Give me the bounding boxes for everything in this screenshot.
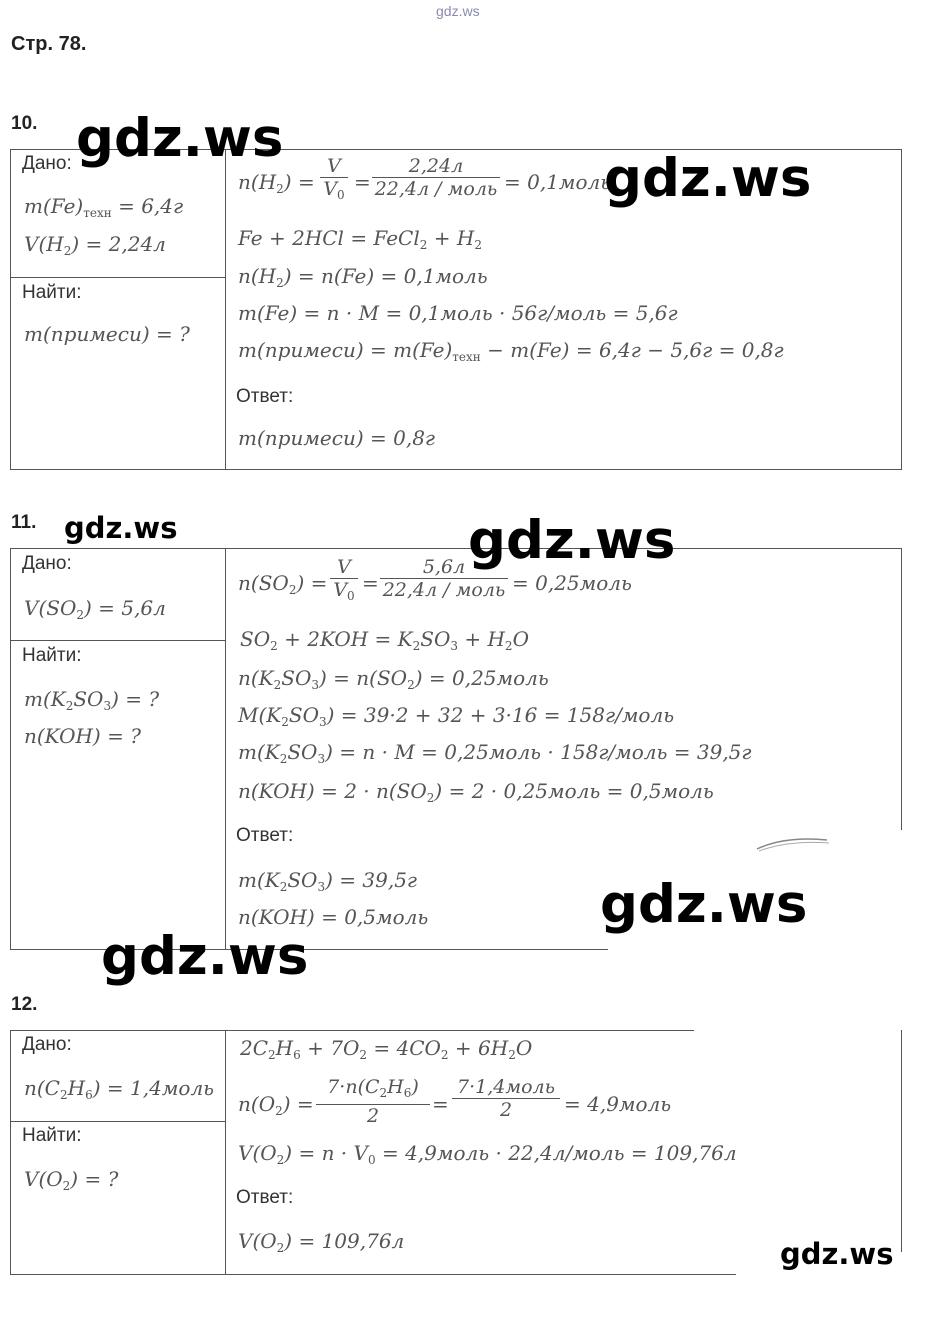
watermark: gdz.ws <box>780 1237 894 1271</box>
problem-12-number: 12. <box>11 994 38 1015</box>
problem-10-answer-1: m(примеси) = 0,8г <box>238 426 436 450</box>
problem-11-solution-6: $n(KOH) = 2 \cdot n(SO_2) = 2$ · 0,25моль = 0,5моль <box>238 779 714 805</box>
problem-12-given-1: $n(C_2H_6)$ = 1,4моль <box>24 1076 215 1102</box>
given-label: Дано: <box>22 553 72 574</box>
find-label: Найти: <box>22 645 82 666</box>
problem-12-answer-1: $V(O_2) = 109,76л$ <box>238 1229 405 1255</box>
page-title: Стр. 78. <box>11 33 87 55</box>
problem-12-solution-3: $V(O_2) = n \cdot V_0$ = 4,9моль · 22,4л/моль = 109,76л <box>238 1141 737 1167</box>
site-link[interactable]: gdz.ws <box>436 3 480 19</box>
problem-10-given-1: $m(Fe)_{техн} = 6,4г$ <box>24 194 184 220</box>
problem-11-given-1: $V(SO_2) = 5,6л$ <box>24 596 166 622</box>
watermark: gdz.ws <box>604 148 812 209</box>
problem-10-number: 10. <box>11 113 38 134</box>
problem-11-solution-4: $M(K_2SO_3) = 39\cdot 2 + 32 + 3\cdot 16$ = 158г/моль <box>238 703 675 729</box>
pen-stroke-mark <box>755 834 833 854</box>
problem-11-answer-2: n(KOH) = 0,5моль <box>238 905 429 929</box>
problem-12-find-1: $V(O_2)$ = ? <box>24 1167 119 1193</box>
problem-11-solution-3: $n(K_2SO_3) = n(SO_2)$ = 0,25моль <box>238 666 549 692</box>
watermark: gdz.ws <box>101 926 309 987</box>
problem-10-solution-4: m(Fe) = n · M = 0,1моль · 56г/моль = 5,6г <box>238 301 678 325</box>
problem-10-solution-3: $n(H_2) = n(Fe)$ = 0,1моль <box>238 264 488 290</box>
watermark: gdz.ws <box>64 511 178 545</box>
watermark: gdz.ws <box>600 874 808 935</box>
problem-11-find-1: $m(K_2SO_3)$ = ? <box>24 687 160 713</box>
problem-11-solution-5: $m(K_2SO_3) = n \cdot M$ = 0,25моль · 158г/моль = 39,5г <box>238 740 752 766</box>
problem-10-solution-5: m(примеси) = $m(Fe)_{техн} - m(Fe) = 6,4г - 5,6г = 0,8г$ <box>238 338 784 364</box>
answer-label: Ответ: <box>236 825 294 846</box>
answer-label: Ответ: <box>236 1187 294 1208</box>
find-label: Найти: <box>22 1125 82 1146</box>
problem-11-number: 11. <box>11 512 37 533</box>
problem-12-solution-1: $2C_2H_6 + 7O_2 = 4CO_2 + 6H_2O$ <box>240 1036 533 1062</box>
problem-10-given-2: $V(H_2) = 2,24л$ <box>24 232 166 258</box>
watermark: gdz.ws <box>468 510 676 571</box>
problem-11-solution-2: $SO_2 + 2KOH = K_2SO_3 + H_2O$ <box>240 627 529 653</box>
problem-11-find-2: n(KOH) = ? <box>24 724 141 748</box>
given-label: Дано: <box>22 153 72 174</box>
answer-label: Ответ: <box>236 386 294 407</box>
problem-10-find-1: m(примеси) = ? <box>24 322 190 346</box>
problem-10-solution-2: Fe + 2HCl = FeCl$_2$ + $H_2$ <box>238 226 482 252</box>
problem-11-answer-1: $m(K_2SO_3) = 39,5г$ <box>238 868 418 894</box>
find-label: Найти: <box>22 282 82 303</box>
given-label: Дано: <box>22 1034 72 1055</box>
watermark: gdz.ws <box>76 108 284 169</box>
